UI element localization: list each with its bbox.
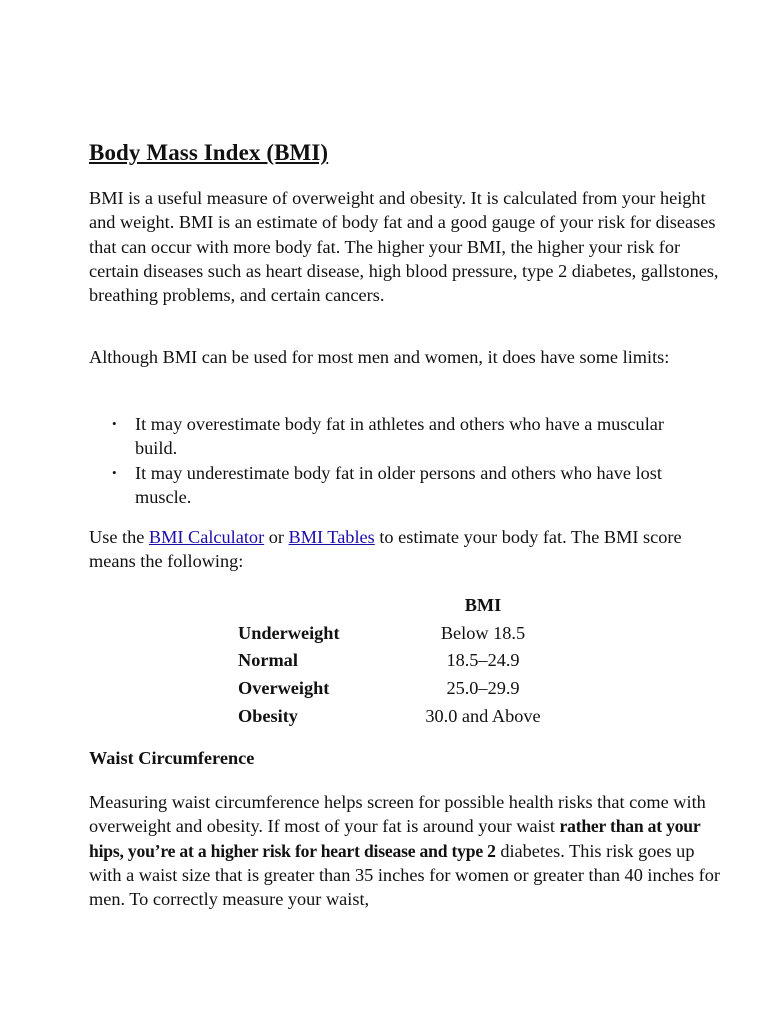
waist-paragraph: [89, 790, 729, 911]
page-title: Body Mass Index (BMI): [89, 140, 329, 165]
calculator-suffix: to estimate your body fat. The BMI score means the following:: [89, 527, 682, 572]
list-item: [89, 412, 709, 461]
calculator-connector: or: [264, 527, 289, 547]
table-header-empty: [228, 592, 392, 620]
table-cell-value: 18.5–24.9: [446, 650, 520, 671]
bmi-calculator-link[interactable]: BMI Calculator: [148, 527, 265, 547]
waist-text-part2: diabetes. This risk goes up with a waist size that is greater than 35 inches for women or greater than 40 inches for men. To correctly measure your waist,: [89, 840, 720, 910]
intro-paragraph: BMI is a useful measure of overweight and obesity. It is calculated from your height and weight. BMI is an estimate of body fat and a good gauge of your risk for diseases that can occur with more body fat. The higher your BMI, the higher your risk for certain diseases such as heart disease, high blood pressure, type 2 diabetes, gallstones, breathing problems, and certain cancers.: [89, 188, 719, 306]
waist-text-bold: rather than at your hips, you’re at a higher risk for heart disease and type 2: [89, 816, 701, 861]
table-row: [228, 647, 574, 675]
table-row: [228, 702, 574, 730]
list-item-text: It may underestimate body fat in older persons and others who have lost muscle.: [135, 462, 662, 507]
list-item: [89, 461, 709, 510]
limits-list: [89, 412, 709, 509]
bmi-tables-link[interactable]: BMI Tables: [288, 527, 375, 547]
limits-paragraph: Although BMI can be used for most men and women, it does have some limits:: [89, 347, 670, 367]
table-cell-category: Underweight: [238, 622, 340, 643]
waist-text-part1: Measuring waist circumference helps screen for possible health risks that come with overweight and obesity. If most of your fat is around your waist: [89, 792, 706, 837]
bullet-icon: •: [112, 416, 117, 431]
bmi-table: [228, 592, 574, 730]
table-header-row: [228, 592, 574, 620]
bullet-icon: •: [112, 464, 117, 480]
waist-heading: Waist Circumference: [89, 748, 255, 768]
table-header-bmi: BMI: [464, 595, 502, 616]
calculator-paragraph: [89, 525, 729, 574]
list-item-text: It may overestimate body fat in athletes and others who have a muscular build.: [135, 414, 664, 459]
table-row: [228, 620, 574, 648]
table-cell-value: 25.0–29.9: [446, 678, 520, 699]
table-cell-category: Obesity: [238, 705, 298, 726]
table-cell-category: Overweight: [238, 678, 330, 699]
table-cell-value: Below 18.5: [440, 622, 526, 643]
table-cell-category: Normal: [238, 650, 298, 671]
table-cell-value: 30.0 and Above: [425, 705, 541, 726]
calculator-prefix: Use the: [89, 527, 149, 547]
table-row: [228, 675, 574, 703]
